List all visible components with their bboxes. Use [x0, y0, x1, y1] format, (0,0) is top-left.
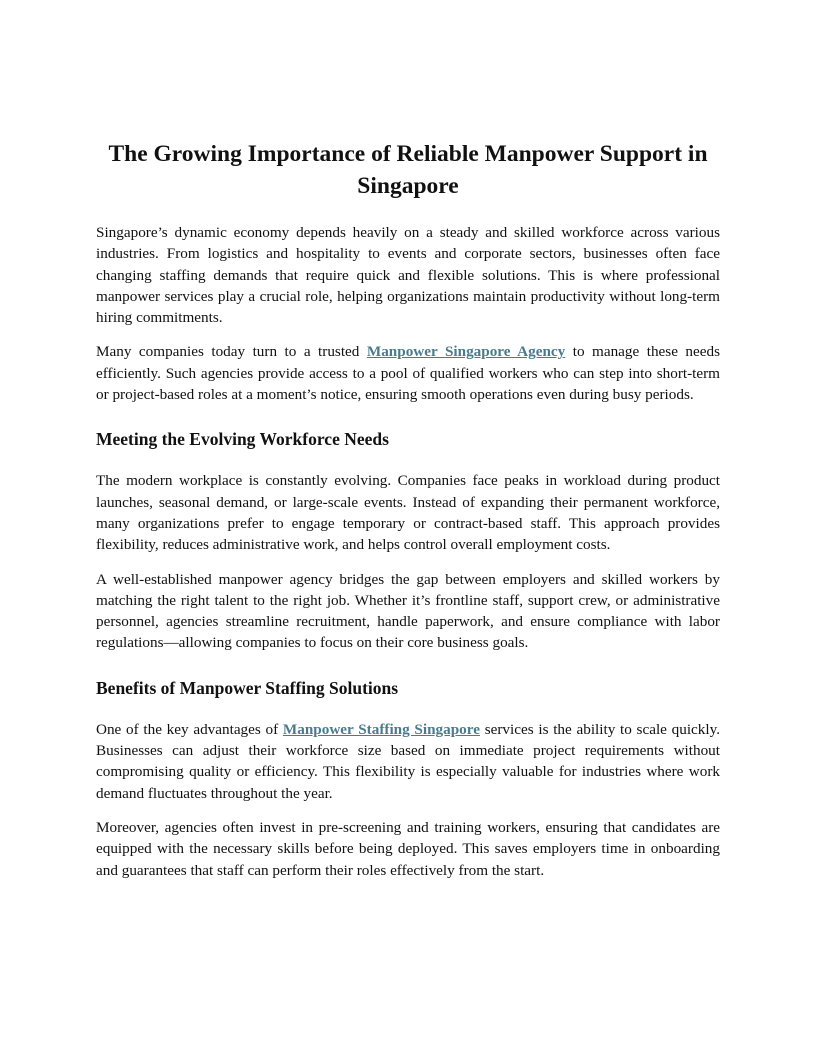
document-page [96, 138, 720, 894]
manpower-singapore-agency-link[interactable]: Manpower Singapore Agency [366, 343, 566, 361]
section-heading-staffing-benefits: Benefits of Manpower Staffing Solutions [96, 677, 399, 698]
benefits-paragraph-text-after: services is the ability to scale quickly. Businesses can adjust their workforce size based on immediate project requirements without compromising quality or efficiency. This flexibility is especially valuable for industries where work demand fluctuates throughout the year. [96, 720, 720, 802]
intro-paragraph: Singapore’s dynamic economy depends heavily on a steady and skilled workforce across various industries. From logistics and hospitality to events and corporate sectors, businesses often face changing staffing demands that require quick and flexible solutions. This is where professional manpower services play a crucial role, helping organizations maintain productivity without long-term hiring commitments. [96, 224, 720, 327]
agency-paragraph-text-before: Many companies today turn to a trusted [96, 343, 367, 361]
benefits-paragraph-text-before: One of the key advantages of [96, 720, 283, 738]
workforce-paragraph-2: A well-established manpower agency bridges the gap between employers and skilled workers by matching the right talent to the right job. Whether it’s frontline staff, support crew, or administrative personnel, agencies streamline recruitment, handle paperwork, and ensure compliance with labor regulations—allowing companies to focus on their core business goals. [96, 570, 720, 652]
document-title: The Growing Importance of Reliable Manpower Support in Singapore [108, 141, 708, 199]
agency-paragraph [96, 341, 720, 405]
manpower-staffing-singapore-link[interactable]: Manpower Staffing Singapore [282, 720, 480, 738]
benefits-paragraph-1 [96, 719, 720, 804]
section-heading-workforce-needs: Meeting the Evolving Workforce Needs [96, 429, 389, 450]
benefits-paragraph-2: Moreover, agencies often invest in pre-screening and training workers, ensuring that candidates are equipped with the necessary skills before being deployed. This saves employers time in onboarding and guarantees that staff can perform their roles effectively from the start. [96, 818, 720, 879]
agency-paragraph-text-after: to manage these needs efficiently. Such agencies provide access to a pool of qualified workers who can step into short-term or project-based roles at a moment’s notice, ensuring smooth operations even during busy periods. [96, 343, 720, 404]
workforce-paragraph-1: The modern workplace is constantly evolving. Companies face peaks in workload during product launches, seasonal demand, or large-scale events. Instead of expanding their permanent workforce, many organizations prefer to engage temporary or contract-based staff. This approach provides flexibility, reduces administrative work, and helps control overall employment costs. [96, 472, 720, 554]
